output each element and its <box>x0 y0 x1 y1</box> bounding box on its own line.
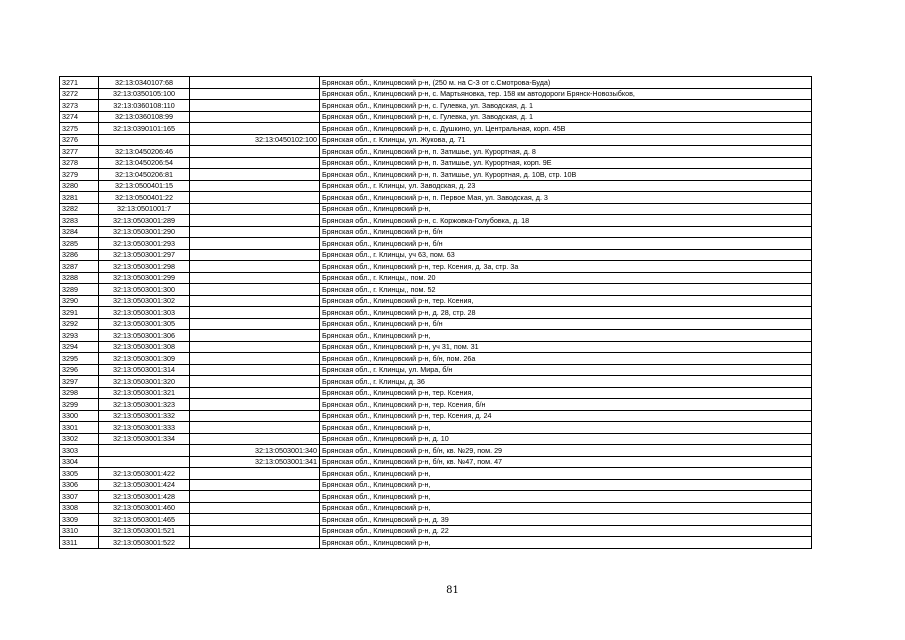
cadastral-number-cell: 32:13:0450206:54 <box>99 157 190 169</box>
address-cell: Брянская обл., Клинцовский р-н, <box>320 330 812 342</box>
table-row <box>60 203 812 215</box>
cadastral-number-cell: 32:13:0503001:428 <box>99 491 190 503</box>
row-number-cell: 3272 <box>60 88 99 100</box>
row-number-cell: 3296 <box>60 364 99 376</box>
row-number-cell: 3273 <box>60 100 99 112</box>
address-cell: Брянская обл., Клинцовский р-н, (250 м. на С-З от с.Смотрова-Буда) <box>320 77 812 89</box>
cadastral-number-cell: 32:13:0501001:7 <box>99 203 190 215</box>
row-number-cell: 3301 <box>60 422 99 434</box>
row-number-cell: 3278 <box>60 157 99 169</box>
cadastral-number-cell: 32:13:0503001:320 <box>99 376 190 388</box>
row-number-cell: 3280 <box>60 180 99 192</box>
cadastral-number-alt-cell <box>190 387 320 399</box>
cadastral-number-alt-cell <box>190 514 320 526</box>
row-number-cell: 3279 <box>60 169 99 181</box>
cadastral-number-cell: 32:13:0503001:332 <box>99 410 190 422</box>
cadastral-number-alt-cell <box>190 272 320 284</box>
cadastral-number-cell: 32:13:0503001:522 <box>99 537 190 549</box>
registry-table-body <box>60 77 812 549</box>
cadastral-number-alt-cell: 32:13:0503001:341 <box>190 456 320 468</box>
cadastral-number-alt-cell <box>190 284 320 296</box>
row-number-cell: 3283 <box>60 215 99 227</box>
row-number-cell: 3299 <box>60 399 99 411</box>
cadastral-number-cell: 32:13:0340107:68 <box>99 77 190 89</box>
cadastral-number-cell: 32:13:0503001:302 <box>99 295 190 307</box>
address-cell: Брянская обл., Клинцовский р-н, б/н <box>320 238 812 250</box>
address-cell: Брянская обл., Клинцовский р-н, б/н <box>320 226 812 238</box>
row-number-cell: 3290 <box>60 295 99 307</box>
cadastral-number-alt-cell <box>190 238 320 250</box>
address-cell: Брянская обл., Клинцовский р-н, с. Гулевка, ул. Заводская, д. 1 <box>320 100 812 112</box>
address-cell: Брянская обл., г. Клинцы, ул. Заводская, д. 23 <box>320 180 812 192</box>
row-number-cell: 3302 <box>60 433 99 445</box>
row-number-cell: 3281 <box>60 192 99 204</box>
address-cell: Брянская обл., Клинцовский р-н, с. Коржовка-Голубовка, д. 18 <box>320 215 812 227</box>
row-number-cell: 3271 <box>60 77 99 89</box>
address-cell: Брянская обл., Клинцовский р-н, тер. Ксения, д. 24 <box>320 410 812 422</box>
cadastral-number-cell <box>99 445 190 457</box>
cadastral-number-cell: 32:13:0503001:289 <box>99 215 190 227</box>
table-row <box>60 456 812 468</box>
address-cell: Брянская обл., Клинцовский р-н, д. 39 <box>320 514 812 526</box>
address-cell: Брянская обл., Клинцовский р-н, <box>320 468 812 480</box>
address-cell: Брянская обл., Клинцовский р-н, с. Душкино, ул. Центральная, корп. 45В <box>320 123 812 135</box>
table-row <box>60 387 812 399</box>
address-cell: Брянская обл., г. Клинцы, ул. Жукова, д. 71 <box>320 134 812 146</box>
table-row <box>60 318 812 330</box>
table-row <box>60 88 812 100</box>
cadastral-number-alt-cell <box>190 479 320 491</box>
row-number-cell: 3300 <box>60 410 99 422</box>
cadastral-number-alt-cell <box>190 157 320 169</box>
cadastral-number-alt-cell <box>190 399 320 411</box>
address-cell: Брянская обл., Клинцовский р-н, <box>320 502 812 514</box>
address-cell: Брянская обл., Клинцовский р-н, <box>320 491 812 503</box>
cadastral-number-cell: 32:13:0503001:299 <box>99 272 190 284</box>
row-number-cell: 3275 <box>60 123 99 135</box>
table-row <box>60 502 812 514</box>
address-cell: Брянская обл., г. Клинцы,, пом. 52 <box>320 284 812 296</box>
address-cell: Брянская обл., Клинцовский р-н, <box>320 422 812 434</box>
cadastral-number-alt-cell <box>190 261 320 273</box>
address-cell: Брянская обл., Клинцовский р-н, тер. Ксения, д. 3а, стр. 3а <box>320 261 812 273</box>
row-number-cell: 3284 <box>60 226 99 238</box>
table-row <box>60 479 812 491</box>
table-row <box>60 238 812 250</box>
table-row <box>60 353 812 365</box>
address-cell: Брянская обл., Клинцовский р-н, б/н, пом. 26а <box>320 353 812 365</box>
cadastral-number-alt-cell <box>190 468 320 480</box>
address-cell: Брянская обл., Клинцовский р-н, п. Затишье, ул. Курортная, д. 8 <box>320 146 812 158</box>
cadastral-number-alt-cell <box>190 111 320 123</box>
address-cell: Брянская обл., Клинцовский р-н, п. Первое Мая, ул. Заводская, д. 3 <box>320 192 812 204</box>
cadastral-number-alt-cell <box>190 123 320 135</box>
cadastral-number-cell: 32:13:0503001:465 <box>99 514 190 526</box>
row-number-cell: 3287 <box>60 261 99 273</box>
cadastral-number-cell: 32:13:0503001:306 <box>99 330 190 342</box>
address-cell: Брянская обл., Клинцовский р-н, уч 31, пом. 31 <box>320 341 812 353</box>
row-number-cell: 3305 <box>60 468 99 480</box>
cadastral-number-alt-cell <box>190 422 320 434</box>
cadastral-number-cell: 32:13:0503001:293 <box>99 238 190 250</box>
table-row <box>60 514 812 526</box>
cadastral-number-alt-cell <box>190 537 320 549</box>
cadastral-number-cell <box>99 456 190 468</box>
table-row <box>60 307 812 319</box>
cadastral-number-cell: 32:13:0503001:305 <box>99 318 190 330</box>
row-number-cell: 3274 <box>60 111 99 123</box>
cadastral-number-cell: 32:13:0360108:99 <box>99 111 190 123</box>
cadastral-number-alt-cell <box>190 491 320 503</box>
row-number-cell: 3304 <box>60 456 99 468</box>
cadastral-number-cell: 32:13:0503001:422 <box>99 468 190 480</box>
cadastral-number-alt-cell <box>190 376 320 388</box>
cadastral-number-alt-cell <box>190 77 320 89</box>
cadastral-number-alt-cell <box>190 330 320 342</box>
address-cell: Брянская обл., Клинцовский р-н, <box>320 203 812 215</box>
cadastral-number-cell: 32:13:0450206:81 <box>99 169 190 181</box>
row-number-cell: 3295 <box>60 353 99 365</box>
address-cell: Брянская обл., Клинцовский р-н, <box>320 537 812 549</box>
row-number-cell: 3285 <box>60 238 99 250</box>
row-number-cell: 3291 <box>60 307 99 319</box>
address-cell: Брянская обл., Клинцовский р-н, д. 10 <box>320 433 812 445</box>
address-cell: Брянская обл., Клинцовский р-н, <box>320 479 812 491</box>
table-row <box>60 249 812 261</box>
cadastral-number-cell: 32:13:0500401:22 <box>99 192 190 204</box>
address-cell: Брянская обл., Клинцовский р-н, с. Гулевка, ул. Заводская, д. 1 <box>320 111 812 123</box>
table-row <box>60 157 812 169</box>
table-row <box>60 215 812 227</box>
cadastral-number-cell: 32:13:0390101:165 <box>99 123 190 135</box>
table-row <box>60 226 812 238</box>
cadastral-number-cell: 32:13:0503001:308 <box>99 341 190 353</box>
cadastral-number-alt-cell <box>190 192 320 204</box>
cadastral-number-alt-cell <box>190 249 320 261</box>
table-row <box>60 134 812 146</box>
cadastral-number-cell: 32:13:0503001:321 <box>99 387 190 399</box>
table-row <box>60 376 812 388</box>
row-number-cell: 3298 <box>60 387 99 399</box>
cadastral-number-cell: 32:13:0503001:521 <box>99 525 190 537</box>
cadastral-number-alt-cell: 32:13:0503001:340 <box>190 445 320 457</box>
cadastral-number-cell <box>99 134 190 146</box>
address-cell: Брянская обл., Клинцовский р-н, тер. Ксения, <box>320 387 812 399</box>
cadastral-number-cell: 32:13:0503001:460 <box>99 502 190 514</box>
cadastral-number-alt-cell <box>190 295 320 307</box>
cadastral-number-alt-cell <box>190 307 320 319</box>
cadastral-number-cell: 32:13:0503001:290 <box>99 226 190 238</box>
table-row <box>60 537 812 549</box>
row-number-cell: 3310 <box>60 525 99 537</box>
cadastral-number-alt-cell <box>190 180 320 192</box>
address-cell: Брянская обл., г. Клинцы, уч 63, пом. 63 <box>320 249 812 261</box>
table-row <box>60 525 812 537</box>
row-number-cell: 3292 <box>60 318 99 330</box>
table-row <box>60 284 812 296</box>
address-cell: Брянская обл., г. Клинцы,, пом. 20 <box>320 272 812 284</box>
row-number-cell: 3303 <box>60 445 99 457</box>
address-cell: Брянская обл., Клинцовский р-н, п. Затишье, ул. Курортная, д. 10В, стр. 10В <box>320 169 812 181</box>
table-row <box>60 364 812 376</box>
cadastral-number-alt-cell <box>190 502 320 514</box>
row-number-cell: 3294 <box>60 341 99 353</box>
address-cell: Брянская обл., Клинцовский р-н, д. 22 <box>320 525 812 537</box>
cadastral-number-alt-cell <box>190 169 320 181</box>
address-cell: Брянская обл., Клинцовский р-н, д. 28, стр. 28 <box>320 307 812 319</box>
row-number-cell: 3293 <box>60 330 99 342</box>
cadastral-number-alt-cell <box>190 433 320 445</box>
cadastral-number-cell: 32:13:0450206:46 <box>99 146 190 158</box>
row-number-cell: 3288 <box>60 272 99 284</box>
cadastral-number-cell: 32:13:0503001:314 <box>99 364 190 376</box>
cadastral-number-cell: 32:13:0503001:303 <box>99 307 190 319</box>
cadastral-number-alt-cell <box>190 100 320 112</box>
cadastral-number-cell: 32:13:0503001:300 <box>99 284 190 296</box>
address-cell: Брянская обл., Клинцовский р-н, б/н <box>320 318 812 330</box>
cadastral-number-alt-cell <box>190 318 320 330</box>
table-row <box>60 341 812 353</box>
cadastral-number-alt-cell <box>190 410 320 422</box>
row-number-cell: 3276 <box>60 134 99 146</box>
address-cell: Брянская обл., Клинцовский р-н, тер. Ксения, б/н <box>320 399 812 411</box>
table-row <box>60 399 812 411</box>
cadastral-number-cell: 32:13:0503001:323 <box>99 399 190 411</box>
registry-table <box>59 76 812 549</box>
row-number-cell: 3308 <box>60 502 99 514</box>
table-row <box>60 77 812 89</box>
table-row <box>60 491 812 503</box>
table-row <box>60 445 812 457</box>
row-number-cell: 3311 <box>60 537 99 549</box>
cadastral-number-alt-cell <box>190 353 320 365</box>
table-row <box>60 100 812 112</box>
cadastral-number-alt-cell <box>190 525 320 537</box>
address-cell: Брянская обл., Клинцовский р-н, п. Затишье, ул. Курортная, корп. 9Е <box>320 157 812 169</box>
table-row <box>60 468 812 480</box>
cadastral-number-alt-cell <box>190 203 320 215</box>
table-row <box>60 192 812 204</box>
cadastral-number-cell: 32:13:0500401:15 <box>99 180 190 192</box>
cadastral-number-cell: 32:13:0360108:110 <box>99 100 190 112</box>
page-number: 81 <box>446 585 459 596</box>
cadastral-number-cell: 32:13:0503001:298 <box>99 261 190 273</box>
cadastral-number-alt-cell <box>190 226 320 238</box>
table-row <box>60 261 812 273</box>
cadastral-number-cell: 32:13:0503001:334 <box>99 433 190 445</box>
address-cell: Брянская обл., г. Клинцы, д. 36 <box>320 376 812 388</box>
row-number-cell: 3306 <box>60 479 99 491</box>
row-number-cell: 3309 <box>60 514 99 526</box>
cadastral-number-cell: 32:13:0503001:297 <box>99 249 190 261</box>
row-number-cell: 3307 <box>60 491 99 503</box>
cadastral-number-alt-cell <box>190 215 320 227</box>
cadastral-number-cell: 32:13:0503001:333 <box>99 422 190 434</box>
address-cell: Брянская обл., Клинцовский р-н, тер. Ксения, <box>320 295 812 307</box>
table-row <box>60 123 812 135</box>
table-row <box>60 410 812 422</box>
table-row <box>60 433 812 445</box>
cadastral-number-alt-cell: 32:13:0450102:100 <box>190 134 320 146</box>
cadastral-number-cell: 32:13:0503001:424 <box>99 479 190 491</box>
table-row <box>60 422 812 434</box>
table-row <box>60 295 812 307</box>
table-row <box>60 180 812 192</box>
cadastral-number-alt-cell <box>190 146 320 158</box>
table-row <box>60 111 812 123</box>
address-cell: Брянская обл., г. Клинцы, ул. Мира, б/н <box>320 364 812 376</box>
row-number-cell: 3277 <box>60 146 99 158</box>
cadastral-number-cell: 32:13:0503001:309 <box>99 353 190 365</box>
table-row <box>60 272 812 284</box>
cadastral-number-alt-cell <box>190 88 320 100</box>
cadastral-number-alt-cell <box>190 341 320 353</box>
address-cell: Брянская обл., Клинцовский р-н, б/н, кв. №47, пом. 47 <box>320 456 812 468</box>
table-row <box>60 146 812 158</box>
row-number-cell: 3297 <box>60 376 99 388</box>
row-number-cell: 3282 <box>60 203 99 215</box>
cadastral-number-alt-cell <box>190 364 320 376</box>
table-row <box>60 330 812 342</box>
table-row <box>60 169 812 181</box>
address-cell: Брянская обл., Клинцовский р-н, с. Мартьяновка, тер. 158 км автодороги Брянск-Новозыбков, <box>320 88 812 100</box>
cadastral-number-cell: 32:13:0350105:100 <box>99 88 190 100</box>
address-cell: Брянская обл., Клинцовский р-н, б/н, кв. №29, пом. 29 <box>320 445 812 457</box>
row-number-cell: 3286 <box>60 249 99 261</box>
row-number-cell: 3289 <box>60 284 99 296</box>
